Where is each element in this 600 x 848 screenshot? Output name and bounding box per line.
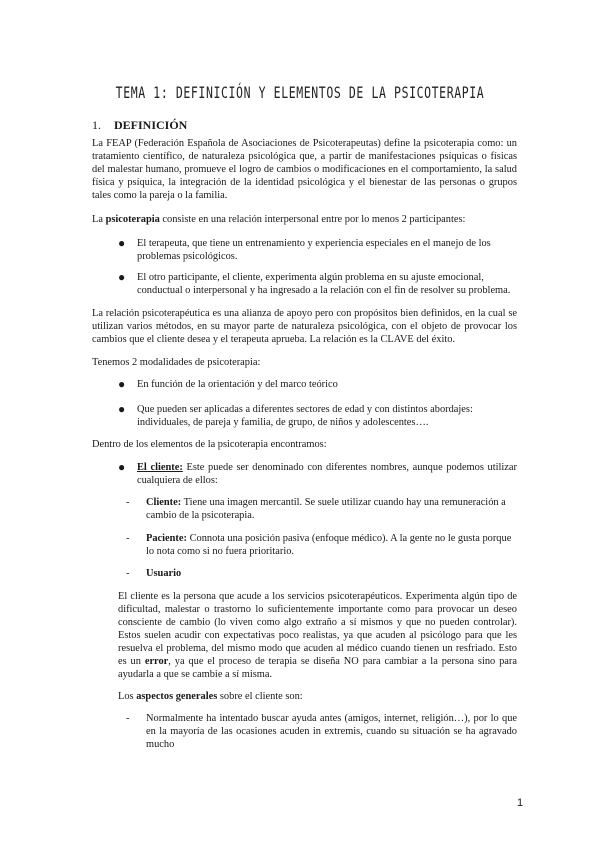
bullet-icon: ●: [118, 460, 126, 474]
list-item: Que pueden ser aplicadas a diferentes sectores de edad y con distintos abordajes: individuales, de pareja y familia, de grupo, de niños y adolescentes….: [137, 404, 473, 428]
bullet-icon: ●: [118, 270, 126, 284]
dash-marker: -: [126, 568, 130, 579]
bold-term: psicoterapia: [105, 214, 160, 225]
page-number: 1: [517, 797, 524, 809]
paragraph-feap-definition: La FEAP (Federación Española de Asociaciones de Psicoterapeutas) define la psicoterapia como: un tratamiento científico, de naturaleza psicológica que, a partir de manifestaciones psíquicas o físicas del malestar humano, promueve el logro de cambios o modificaciones en el comportamiento, la salud física y psíquica, la integración de la identidad psicológica y el bienestar de las personas o grupos tales como la pareja o la familia.: [92, 138, 517, 201]
text-run: La: [92, 214, 106, 225]
sublist-item: [146, 532, 517, 558]
paragraph-psychotherapy-intro: [92, 213, 517, 226]
client-label: El cliente:: [137, 462, 183, 473]
bold-term: aspectos generales: [136, 691, 218, 702]
list-item: En función de la orientación y del marco teórico: [137, 379, 338, 390]
section-number: 1.: [92, 118, 101, 132]
document-title: TEMA 1: DEFINICIÓN Y ELEMENTOS DE LA PSICOTERAPIA: [115, 83, 485, 102]
sublist-item: [146, 496, 517, 522]
section-title: DEFINICIÓN: [114, 118, 188, 132]
text-run: , ya que el proceso de terapia se diseña NO para cambiar a la persona sino para ayudarla a que se cambie a sí misma.: [118, 656, 517, 680]
client-text: Este puede ser denominado con diferentes nombres, aunque podemos utilizar cualquiera de ellos:: [137, 462, 517, 486]
text-run: consiste en una relación interpersonal entre por lo menos 2 participantes:: [159, 214, 466, 225]
bold-term: error: [144, 656, 169, 667]
sublist-item: Normalmente ha intentado buscar ayuda antes (amigos, internet, religión…), por lo que en la mayoría de las ocasiones acuden in extremis, cuando su situación se ha agravado mucho: [146, 713, 517, 750]
sublist-label: Paciente:: [146, 533, 187, 544]
paragraph-therapeutic-relationship: La relación psicoterapéutica es una alianza de apoyo pero con propósitos bien definidos, en la cual se utilizan varios métodos, en su mayor parte de naturaleza psicológica, con el objeto de provocar los cambios que el cliente desea y el terapeuta aprueba. La relación es la CLAVE del éxito.: [92, 308, 517, 345]
bullet-icon: ●: [118, 377, 126, 391]
paragraph-modalities: Tenemos 2 modalidades de psicoterapia:: [92, 357, 261, 368]
text-run: El cliente es la persona que acude a los servicios psicoterapéuticos. Experimenta algún tipo de dificultad, malestar o trastorno lo suficientemente importante como para provocar un deseo consciente de cambio (lo viven como algo extraño a sí mismos y que no pueden controlar). Estos suelen acudir con expectativas poco realistas, ya que acuden al psicólogo para que les resuelva el problema, del mismo modo que acuden al médico cuando tienen un resfriado. Esto es un: [118, 591, 517, 667]
text-run: Los: [118, 691, 137, 702]
sublist-label: Usuario: [146, 568, 182, 579]
dash-marker: -: [126, 713, 130, 724]
paragraph-elements: Dentro de los elementos de la psicoterapia encontramos:: [92, 439, 327, 450]
list-item: El terapeuta, que tiene un entrenamiento y experiencia especiales en el manejo de los problemas psicológicos.: [137, 238, 491, 262]
sublist-item: [146, 567, 517, 580]
sublist-text: Connota una posición pasiva (enfoque médico). A la gente no le gusta porque lo nota como si no fuera prioritario.: [146, 533, 512, 557]
paragraph-client-description: [118, 590, 517, 681]
bullet-icon: ●: [118, 402, 126, 416]
dash-marker: -: [126, 497, 130, 508]
list-item: El otro participante, el cliente, experimenta algún problema en su ajuste emocional, conductual o interpersonal y ha ingresado a la relación con el fin de resolver su problema.: [137, 272, 511, 296]
dash-marker: -: [126, 533, 130, 544]
sublist-text: Tiene una imagen mercantil. Se suele utilizar cuando hay una remuneración a cambio de la psicoterapia.: [146, 497, 506, 521]
section-heading: [92, 118, 187, 133]
text-run: sobre el cliente son:: [217, 691, 303, 702]
bullet-icon: ●: [118, 236, 126, 250]
list-item-client: [137, 461, 517, 487]
paragraph-general-aspects: [118, 690, 517, 703]
sublist-label: Cliente:: [146, 497, 182, 508]
